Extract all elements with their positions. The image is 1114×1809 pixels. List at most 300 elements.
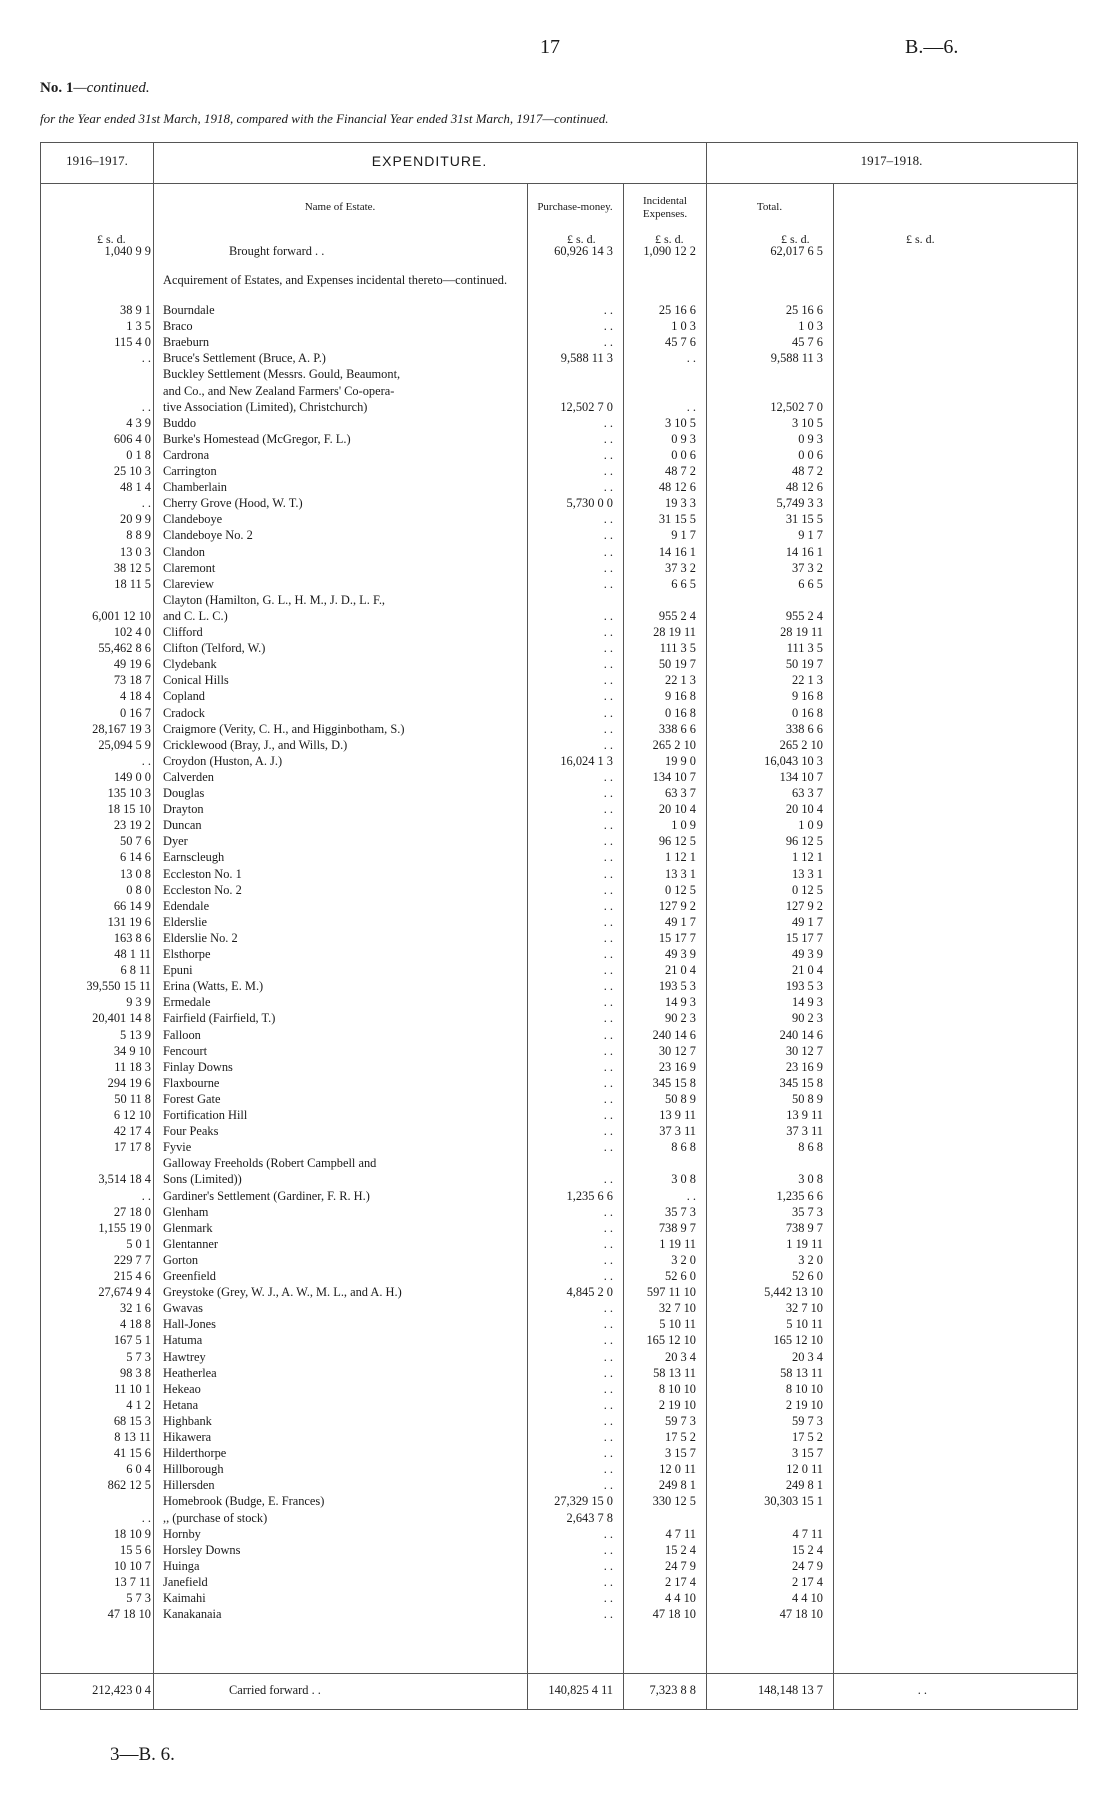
row-incidental: 47 18 10: [652, 1607, 696, 1622]
row-incidental: 2 17 4: [665, 1574, 696, 1589]
row-total: 3 0 8: [798, 1172, 823, 1187]
row-incidental: 330 12 5: [652, 1494, 696, 1509]
row-total: 52 6 0: [792, 1269, 823, 1283]
row-total: 90 2 3: [792, 1011, 823, 1026]
row-total: 0 16 8: [792, 705, 823, 720]
row-incidental: 14 9 3: [665, 995, 696, 1010]
row-prev-amount: 68 15 3: [113, 1413, 151, 1428]
row-incidental: 4 4 10: [665, 1591, 696, 1605]
row-purchase-money: . .: [603, 1236, 613, 1251]
row-prev-amount: 163 8 6: [113, 930, 151, 945]
row-total: 9,588 11 3: [770, 351, 823, 366]
row-incidental: 1 12 1: [665, 850, 696, 865]
row-estate-name: Hillersden: [163, 1478, 215, 1493]
row-incidental: 12 0 11: [659, 1462, 696, 1477]
row-purchase-money: . .: [603, 480, 613, 495]
row-purchase-money: . .: [603, 625, 613, 639]
row-incidental: . .: [686, 351, 696, 366]
row-prev-amount: 149 0 0: [113, 769, 151, 784]
cf-last: . .: [917, 1683, 927, 1697]
row-estate-name: Elderslie No. 2: [163, 930, 238, 945]
row-prev-amount: 20 9 9: [120, 512, 151, 527]
row-purchase-money: . .: [603, 1526, 613, 1541]
row-prev-amount: 115 4 0: [114, 335, 151, 350]
row-incidental: 15 2 4: [665, 1542, 696, 1557]
row-estate-name: Bruce's Settlement (Bruce, A. P.): [163, 351, 326, 366]
row-estate-name: Falloon: [163, 1027, 201, 1042]
row-estate-name: Hall-Jones: [163, 1317, 216, 1332]
row-prev-amount: 9 3 9: [126, 995, 151, 1010]
row-incidental: 20 3 4: [665, 1349, 696, 1364]
row-total: 48 12 6: [785, 480, 823, 495]
row-total: 240 14 6: [779, 1027, 823, 1042]
row-total: 20 10 4: [785, 802, 823, 817]
row-estate-name: Hikawera: [163, 1430, 212, 1444]
row-prev-amount: 15 5 6: [120, 1542, 151, 1557]
row-total: 338 6 6: [785, 721, 823, 736]
row-prev-amount: 8 8 9: [126, 528, 151, 543]
row-incidental: 24 7 9: [665, 1558, 696, 1573]
row-purchase-money: 5,730 0 0: [566, 496, 613, 511]
row-purchase-money: . .: [603, 657, 613, 672]
row-purchase-money: . .: [603, 1333, 613, 1348]
row-prev-amount: 73 18 7: [113, 673, 151, 688]
row-total: 22 1 3: [792, 673, 823, 688]
row-purchase-money: . .: [603, 802, 613, 817]
row-total: 0 9 3: [798, 431, 823, 446]
row-total: 1 0 3: [798, 319, 823, 334]
row-estate-name: Glenmark: [163, 1220, 213, 1235]
row-total: 13 9 11: [786, 1108, 823, 1122]
row-purchase-money: . .: [603, 1204, 613, 1219]
row-incidental: 52 6 0: [665, 1269, 696, 1283]
row-purchase-money: 2,643 7 8: [566, 1510, 613, 1525]
row-prev-amount: 49 19 6: [113, 657, 151, 672]
row-estate-name: Eccleston No. 1: [163, 866, 242, 881]
row-total: 3 15 7: [792, 1446, 823, 1461]
row-prev-amount: 32 1 6: [120, 1301, 151, 1316]
row-total: 13 3 1: [792, 866, 823, 881]
row-estate-name: Clandon: [163, 544, 205, 559]
row-total: 2 19 10: [785, 1397, 823, 1412]
row-estate-name: Clifford: [163, 625, 203, 639]
row-prev-amount: 11 18 3: [114, 1059, 151, 1074]
row-estate-name: Earnscleugh: [163, 850, 225, 865]
row-total: 35 7 3: [792, 1204, 823, 1219]
row-purchase-money: . .: [603, 1091, 613, 1106]
row-purchase-money: . .: [603, 1220, 613, 1235]
row-prev-amount: 135 10 3: [107, 786, 151, 800]
row-total: 3 2 0: [798, 1252, 823, 1267]
row-total: 9 1 7: [798, 528, 823, 543]
row-prev-amount: 48 1 11: [114, 947, 151, 961]
row-purchase-money: . .: [603, 544, 613, 559]
row-incidental: 9 16 8: [665, 689, 696, 704]
row-total: 50 8 9: [792, 1091, 823, 1106]
row-purchase-money: . .: [603, 995, 613, 1010]
row-prev-amount: 6 14 6: [120, 850, 151, 865]
row-total: 4 4 10: [792, 1591, 823, 1605]
row-prev-amount: 50 11 8: [114, 1091, 151, 1106]
row-estate-name: Huinga: [163, 1558, 200, 1573]
row-estate-name: Finlay Downs: [163, 1059, 233, 1074]
row-prev-amount: 18 15 10: [107, 802, 151, 817]
row-prev-amount: 13 7 11: [114, 1574, 151, 1589]
row-incidental: . .: [686, 399, 696, 414]
row-estate-name: Clydebank: [163, 657, 217, 672]
row-incidental: 2 19 10: [658, 1397, 696, 1412]
row-purchase-money: . .: [603, 818, 613, 833]
row-purchase-money: . .: [603, 1430, 613, 1444]
subheader-incidental: Incidental Expenses.: [642, 195, 688, 220]
row-purchase-money: . .: [603, 963, 613, 978]
row-estate-name: Carrington: [163, 464, 217, 478]
row-prev-amount: . .: [141, 351, 151, 366]
row-total: 111 3 5: [786, 641, 823, 656]
row-total: 16,043 10 3: [764, 753, 823, 768]
row-prev-amount: . .: [141, 1510, 151, 1525]
row-estate-name: Hawtrey: [163, 1349, 206, 1364]
row-estate-name: Heatherlea: [163, 1365, 217, 1380]
row-estate-name: Edendale: [163, 898, 210, 913]
row-incidental: 345 15 8: [652, 1075, 696, 1090]
subtitle: for the Year ended 31st March, 1918, compared with the Financial Year ended 31st March, 1917—continued.: [40, 111, 609, 126]
row-prev-amount: 25,094 5 9: [98, 737, 151, 752]
row-estate-name: Braeburn: [163, 335, 210, 350]
row-total: 28 19 11: [780, 625, 823, 639]
row-total: 37 3 2: [792, 560, 823, 575]
row-estate-name: Buddo: [163, 415, 197, 430]
row-total: 738 9 7: [785, 1220, 823, 1235]
row-estate-name: Buckley Settlement (Messrs. Gould, Beaumont,: [163, 367, 401, 382]
row-estate-name: Braco: [163, 319, 193, 334]
row-purchase-money: . .: [603, 512, 613, 527]
row-incidental: 15 17 7: [658, 930, 696, 945]
row-prev-amount: 6 0 4: [126, 1462, 151, 1477]
bf-label: Brought forward . .: [229, 244, 325, 258]
row-incidental: 19 9 0: [665, 753, 696, 768]
row-estate-name: Cardrona: [163, 447, 210, 462]
row-incidental: 597 11 10: [646, 1285, 696, 1300]
row-incidental: 30 12 7: [658, 1043, 696, 1058]
cf-incidental: 7,323 8 8: [649, 1683, 696, 1697]
row-total: 30,303 15 1: [764, 1494, 823, 1509]
row-purchase-money: . .: [603, 689, 613, 704]
row-incidental: 338 6 6: [658, 721, 696, 736]
row-total: 134 10 7: [779, 769, 823, 784]
row-total: 8 6 8: [798, 1140, 823, 1155]
row-incidental: 3 10 5: [665, 415, 696, 430]
row-purchase-money: . .: [603, 431, 613, 446]
row-prev-amount: 8 13 11: [114, 1430, 151, 1444]
row-purchase-money: . .: [603, 1027, 613, 1042]
row-purchase-money: . .: [603, 528, 613, 543]
row-estate-name: and C. L. C.): [163, 608, 228, 623]
row-prev-amount: 27,674 9 4: [98, 1285, 151, 1300]
row-estate-name: Four Peaks: [163, 1124, 219, 1139]
row-incidental: 1 0 3: [671, 319, 696, 334]
row-total: 45 7 6: [792, 335, 823, 350]
row-prev-amount: 28,167 19 3: [92, 721, 151, 736]
row-purchase-money: . .: [603, 882, 613, 897]
row-estate-name: Eccleston No. 2: [163, 882, 242, 897]
row-prev-amount: 4 18 4: [120, 689, 151, 704]
row-incidental: 4 7 11: [665, 1526, 696, 1541]
row-estate-name: Greenfield: [163, 1269, 216, 1283]
row-purchase-money: . .: [603, 769, 613, 784]
row-incidental: 8 10 10: [658, 1381, 696, 1396]
row-estate-name: Fairfield (Fairfield, T.): [163, 1011, 276, 1026]
row-incidental: 127 9 2: [658, 898, 696, 913]
row-estate-name: Epuni: [163, 963, 193, 978]
row-purchase-money: . .: [603, 1140, 613, 1155]
row-prev-amount: 47 18 10: [107, 1607, 151, 1622]
row-incidental: 22 1 3: [665, 673, 696, 688]
row-estate-name: Bourndale: [163, 303, 215, 317]
row-incidental: 20 10 4: [658, 802, 696, 817]
row-prev-amount: 0 16 7: [120, 705, 151, 720]
row-prev-amount: 18 11 5: [114, 576, 151, 591]
bf-incidental: 1,090 12 2: [643, 244, 696, 258]
row-total: 0 12 5: [792, 882, 823, 897]
row-estate-name: Cherry Grove (Hood, W. T.): [163, 496, 303, 511]
row-prev-amount: 48 1 4: [120, 480, 151, 495]
row-total: 50 19 7: [785, 657, 823, 672]
row-estate-name: Highbank: [163, 1413, 212, 1428]
row-prev-amount: 215 4 6: [113, 1269, 151, 1283]
row-prev-amount: 10 10 7: [113, 1558, 151, 1573]
row-total: 1,235 6 6: [776, 1188, 823, 1203]
row-estate-name: Greystoke (Grey, W. J., A. W., M. L., and A. H.): [163, 1285, 402, 1300]
row-purchase-money: . .: [603, 866, 613, 881]
row-prev-amount: 3,514 18 4: [98, 1172, 151, 1187]
row-estate-name: Drayton: [163, 802, 204, 817]
row-prev-amount: 13 0 8: [120, 866, 151, 881]
row-incidental: 90 2 3: [665, 1011, 696, 1026]
page-number: 17: [540, 36, 560, 58]
row-incidental: 59 7 3: [665, 1413, 696, 1428]
row-total: 6 6 5: [798, 576, 823, 591]
row-estate-name: Clayton (Hamilton, G. L., H. M., J. D., L. F.,: [163, 592, 386, 607]
row-prev-amount: 39,550 15 11: [86, 979, 151, 994]
row-estate-name: Homebrook (Budge, E. Frances): [163, 1494, 325, 1509]
row-prev-amount: 0 8 0: [126, 882, 151, 897]
row-estate-name: Janefield: [163, 1574, 208, 1589]
row-incidental: 0 9 3: [671, 431, 696, 446]
header-expenditure: EXPENDITURE.: [371, 153, 488, 169]
subheader-total: Total.: [756, 201, 783, 213]
row-prev-amount: 13 0 3: [120, 544, 151, 559]
row-incidental: . .: [686, 1188, 696, 1203]
row-total: 30 12 7: [785, 1043, 823, 1058]
row-total: 63 3 7: [792, 786, 823, 800]
row-prev-amount: 41 15 6: [113, 1446, 151, 1461]
row-total: 165 12 10: [773, 1333, 823, 1348]
row-purchase-money: . .: [603, 576, 613, 591]
row-incidental: 165 12 10: [646, 1333, 696, 1348]
row-incidental: 45 7 6: [665, 335, 696, 350]
row-total: 955 2 4: [785, 608, 823, 623]
row-purchase-money: . .: [603, 914, 613, 929]
row-estate-name: Cradock: [163, 705, 205, 720]
cf-purchase: 140,825 4 11: [548, 1683, 613, 1697]
row-estate-name: Gorton: [163, 1252, 199, 1267]
row-incidental: 13 3 1: [665, 866, 696, 881]
row-incidental: 5 10 11: [659, 1317, 696, 1332]
row-incidental: 249 8 1: [658, 1478, 696, 1493]
row-estate-name: Chamberlain: [163, 480, 227, 495]
row-purchase-money: . .: [603, 1124, 613, 1139]
row-purchase-money: . .: [603, 1349, 613, 1364]
bf-prev: 1,040 9 9: [104, 244, 151, 258]
bf-total: 62,017 6 5: [770, 244, 823, 258]
row-total: 14 9 3: [792, 995, 823, 1010]
row-total: 0 0 6: [798, 447, 823, 462]
row-estate-name: Forest Gate: [163, 1091, 221, 1106]
row-estate-name: Glenham: [163, 1204, 209, 1219]
row-prev-amount: 862 12 5: [107, 1478, 151, 1493]
row-incidental: 31 15 5: [658, 512, 696, 527]
row-purchase-money: . .: [603, 721, 613, 736]
row-prev-amount: 42 17 4: [113, 1124, 151, 1139]
row-estate-name: Calverden: [163, 769, 214, 784]
row-estate-name: Elderslie: [163, 914, 208, 929]
row-purchase-money: . .: [603, 1574, 613, 1589]
row-incidental: 32 7 10: [658, 1301, 696, 1316]
row-purchase-money: 1,235 6 6: [566, 1188, 613, 1203]
row-total: 25 16 6: [785, 303, 823, 317]
header-1916-1917: 1916–1917.: [66, 153, 128, 168]
row-incidental: 17 5 2: [665, 1430, 696, 1444]
row-purchase-money: . .: [603, 1011, 613, 1026]
row-total: 14 16 1: [785, 544, 823, 559]
row-incidental: 49 3 9: [665, 947, 696, 961]
row-total: 5,442 13 10: [764, 1285, 823, 1300]
row-total: 9 16 8: [792, 689, 823, 704]
row-prev-amount: 167 5 1: [113, 1333, 151, 1348]
row-prev-amount: 55,462 8 6: [98, 641, 151, 656]
row-estate-name: Elsthorpe: [163, 947, 211, 961]
row-purchase-money: . .: [603, 898, 613, 913]
row-prev-amount: 5 0 1: [126, 1236, 151, 1251]
row-purchase-money: . .: [603, 1365, 613, 1380]
row-purchase-money: . .: [603, 335, 613, 350]
row-incidental: 19 3 3: [665, 496, 696, 511]
row-incidental: 23 16 9: [658, 1059, 696, 1074]
row-estate-name: Horsley Downs: [163, 1542, 241, 1557]
row-estate-name: Clareview: [163, 576, 214, 591]
row-incidental: 6 6 5: [671, 576, 696, 591]
row-total: 48 7 2: [792, 464, 823, 478]
row-total: 3 10 5: [792, 415, 823, 430]
row-purchase-money: . .: [603, 673, 613, 688]
row-total: 265 2 10: [779, 737, 823, 752]
expenditure-table: [40, 142, 1078, 1710]
row-prev-amount: 50 7 6: [120, 834, 151, 849]
heading-number: No. 1: [40, 80, 74, 96]
row-total: 5,749 3 3: [776, 496, 823, 511]
row-purchase-money: . .: [603, 1542, 613, 1557]
row-total: 47 18 10: [779, 1607, 823, 1622]
row-purchase-money: 27,329 15 0: [554, 1494, 613, 1509]
row-purchase-money: . .: [603, 834, 613, 849]
row-estate-name: Clandeboye: [163, 512, 223, 527]
row-purchase-money: . .: [603, 1059, 613, 1074]
row-total: 345 15 8: [779, 1075, 823, 1090]
row-estate-name: and Co., and New Zealand Farmers' Co-opera-: [163, 383, 395, 398]
row-purchase-money: . .: [603, 1462, 613, 1477]
row-purchase-money: . .: [603, 1075, 613, 1090]
row-prev-amount: 229 7 7: [113, 1252, 151, 1267]
row-total: 249 8 1: [785, 1478, 823, 1493]
row-purchase-money: . .: [603, 608, 613, 623]
row-total: 31 15 5: [785, 512, 823, 527]
cf-label: Carried forward . .: [229, 1683, 321, 1697]
row-purchase-money: . .: [603, 1108, 613, 1122]
row-incidental: 96 12 5: [658, 834, 696, 849]
subheader-purchase-money: Purchase-money.: [537, 201, 613, 213]
row-total: 127 9 2: [785, 898, 823, 913]
row-estate-name: Hetana: [163, 1397, 199, 1412]
row-purchase-money: 12,502 7 0: [560, 399, 613, 414]
row-estate-name: Hekeao: [163, 1381, 201, 1396]
row-incidental: 9 1 7: [671, 528, 696, 543]
row-purchase-money: . .: [603, 447, 613, 462]
row-incidental: 0 16 8: [665, 705, 696, 720]
row-purchase-money: . .: [603, 1252, 613, 1267]
bf-purchase: 60,926 14 3: [554, 244, 613, 258]
row-prev-amount: 38 9 1: [120, 303, 151, 317]
row-purchase-money: . .: [603, 1607, 613, 1622]
section-heading: [40, 80, 150, 97]
row-estate-name: Glentanner: [163, 1236, 219, 1251]
row-prev-amount: 38 12 5: [113, 560, 151, 575]
row-purchase-money: . .: [603, 1317, 613, 1332]
row-incidental: 0 0 6: [671, 447, 696, 462]
row-prev-amount: 98 3 8: [120, 1365, 151, 1380]
unit-last: £ s. d.: [906, 232, 935, 246]
row-purchase-money: . .: [603, 1397, 613, 1412]
row-purchase-money: . .: [603, 1172, 613, 1187]
row-total: 193 5 3: [785, 979, 823, 994]
row-incidental: 134 10 7: [652, 769, 696, 784]
row-estate-name: Hatuma: [163, 1333, 203, 1348]
row-purchase-money: . .: [603, 464, 613, 478]
row-incidental: 37 3 2: [665, 560, 696, 575]
row-estate-name: Croydon (Huston, A. J.): [163, 753, 283, 768]
row-purchase-money: . .: [603, 1446, 613, 1461]
row-incidental: 63 3 7: [665, 786, 696, 800]
row-incidental: 240 14 6: [652, 1027, 696, 1042]
row-purchase-money: . .: [603, 850, 613, 865]
cf-prev: 212,423 0 4: [92, 1683, 151, 1697]
row-estate-name: Gwavas: [163, 1301, 203, 1316]
page-reference: B.—6.: [905, 36, 959, 58]
row-total: 49 3 9: [792, 947, 823, 961]
row-purchase-money: . .: [603, 1591, 613, 1605]
row-purchase-money: . .: [603, 737, 613, 752]
row-total: 12 0 11: [786, 1462, 823, 1477]
row-estate-name: Hilderthorpe: [163, 1446, 227, 1461]
row-prev-amount: 606 4 0: [113, 431, 151, 446]
row-prev-amount: 131 19 6: [107, 914, 151, 929]
row-estate-name: Fyvie: [163, 1140, 192, 1155]
row-estate-name: Fencourt: [163, 1043, 208, 1058]
header-1917-1918: 1917–1918.: [860, 153, 923, 168]
row-total: 5 10 11: [786, 1317, 823, 1332]
row-total: 96 12 5: [785, 834, 823, 849]
row-prev-amount: . .: [141, 753, 151, 768]
